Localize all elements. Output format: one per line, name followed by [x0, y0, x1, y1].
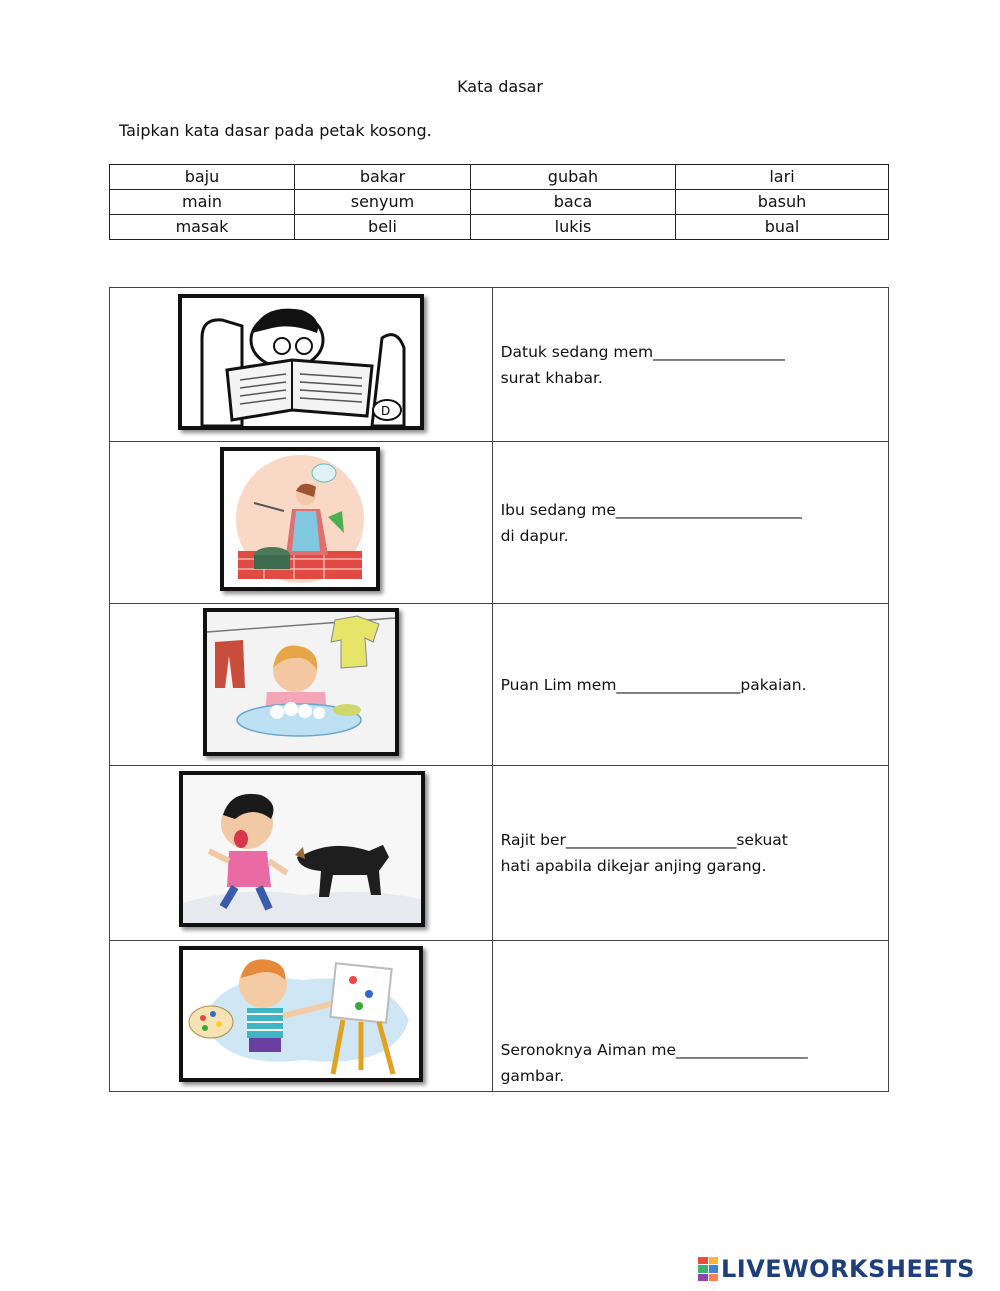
sentence-cell: [492, 604, 888, 766]
word-cell: bual: [676, 215, 889, 240]
picture-washing-clothes: [203, 608, 399, 756]
word-cell: gubah: [471, 165, 676, 190]
picture-mother-cooking: [220, 447, 380, 591]
question-row: [110, 941, 889, 1092]
picture-cell: [110, 288, 493, 442]
washing-illustration: [207, 612, 395, 752]
word-cell: masak: [110, 215, 295, 240]
cooking-illustration: [224, 451, 376, 587]
sentence-line: di dapur.: [500, 526, 569, 545]
word-cell: main: [110, 190, 295, 215]
painting-illustration: [183, 950, 419, 1078]
liveworksheets-footer: [698, 1254, 975, 1284]
word-cell: beli: [295, 215, 471, 240]
picture-cell: [110, 766, 493, 941]
question-row: [110, 442, 889, 604]
running-illustration: [183, 775, 421, 923]
sentence-line: surat khabar.: [500, 368, 603, 387]
instruction-text: Taipkan kata dasar pada petak kosong.: [119, 121, 432, 140]
word-row: [110, 190, 889, 215]
svg-text:D: D: [381, 404, 391, 418]
question-row: [110, 604, 889, 766]
word-cell: baju: [110, 165, 295, 190]
word-cell: lukis: [471, 215, 676, 240]
page-title: Kata dasar: [457, 77, 543, 96]
word-cell: bakar: [295, 165, 471, 190]
word-cell: basuh: [676, 190, 889, 215]
picture-boy-painting: [179, 946, 423, 1082]
sentence-cell: [492, 941, 888, 1092]
sentence-cell: [492, 288, 888, 442]
question-row: [110, 766, 889, 941]
picture-cell: [110, 442, 493, 604]
question-table: [109, 287, 889, 1092]
sentence-line: hati apabila dikejar anjing garang.: [500, 857, 767, 875]
picture-cell: [110, 941, 493, 1092]
word-cell: lari: [676, 165, 889, 190]
newspaper-reader-illustration: [182, 298, 420, 426]
brand-text: LIVEWORKSHEETS: [721, 1255, 975, 1283]
sentence-line: Datuk sedang mem_________________: [500, 342, 785, 361]
liveworksheets-logo-icon: [698, 1257, 718, 1281]
word-cell: baca: [471, 190, 676, 215]
sentence-line: Seronoknya Aiman me_________________: [500, 1041, 808, 1059]
sentence-cell: [492, 442, 888, 604]
word-cell: senyum: [295, 190, 471, 215]
sentence-line: Ibu sedang me________________________: [500, 500, 802, 519]
picture-boy-running: [179, 771, 425, 927]
sentence-line: Rajit ber______________________sekuat: [500, 831, 788, 849]
sentence-line: Puan Lim mem________________pakaian.: [500, 675, 807, 694]
picture-cell: [110, 604, 493, 766]
word-bank-table: [109, 164, 889, 240]
sentence-cell: [492, 766, 888, 941]
sentence-line: gambar.: [500, 1067, 565, 1085]
word-row: [110, 215, 889, 240]
question-row: [110, 288, 889, 442]
picture-man-reading: [178, 294, 424, 430]
word-row: [110, 165, 889, 190]
